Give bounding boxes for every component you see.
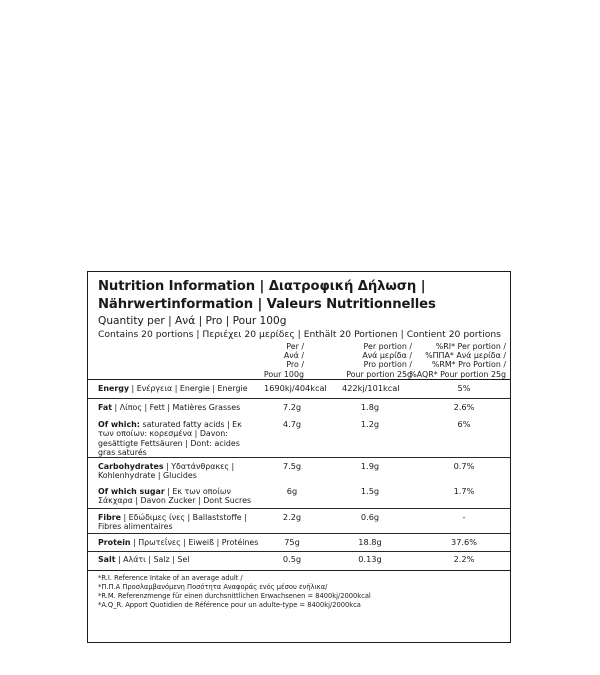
row-label: Fibre | Εδώδιμες ίνες | Ballaststoffe | Fibres alimentaires <box>98 513 247 532</box>
value-ri: 0.7% <box>453 461 475 471</box>
value-per-portion: 1.2g <box>360 419 380 429</box>
row-label: Of which: saturated fatty acids | Εκ των οποίων: κορεσμένα | Davon: gesättigte Fettsäuren | Dont: acides gras saturés <box>98 420 242 458</box>
row-label: Salt | Αλάτι | Salz | Sel <box>98 555 190 564</box>
row-label: Energy | Ενέργεια | Energie | Energie <box>98 384 248 393</box>
title-line-2: Nährwertinformation | Valeurs Nutritionnelles <box>98 297 436 312</box>
value-per-portion: 422kj/101kcal <box>342 383 400 393</box>
value-per-portion: 1.8g <box>360 402 380 412</box>
value-ri: 6% <box>457 419 471 429</box>
nutrition-panel <box>87 271 511 643</box>
row-label: Carbohydrates | Υδατάνθρακες | Kohlenhydrate | Glucides <box>98 462 235 481</box>
value-ri: 5% <box>457 383 471 393</box>
header-divider <box>88 379 510 380</box>
value-per-100g: 0.5g <box>282 554 302 564</box>
row-divider <box>88 533 510 534</box>
value-per-portion: 0.13g <box>358 554 382 564</box>
value-per-100g: 6g <box>286 486 298 496</box>
header-per-portion: Per portion / Ανά μερίδα / Pro portion / Pour portion 25g <box>346 342 412 379</box>
row-label: Of which sugar | Εκ των οποίων Σάκχαρα | Davon Zucker | Dont Sucres <box>98 487 252 506</box>
value-ri: 2.2% <box>453 554 475 564</box>
header-per-100g: Per / Ανά / Pro / Pour 100g <box>263 342 304 379</box>
row-label: Fat | Λίπος | Fett | Matières Grasses <box>98 403 241 412</box>
value-per-portion: 0.6g <box>360 512 380 522</box>
footnote: *R.I. Reference Intake of an average adult / <box>98 574 243 582</box>
value-per-100g: 4.7g <box>282 419 302 429</box>
footnote: *Π.Π.Α Προσλαμβανόμενη Ποσότητα Αναφοράς ενός μέσου ενήλικα/ <box>98 583 328 591</box>
value-per-100g: 7.2g <box>282 402 302 412</box>
row-divider <box>88 508 510 509</box>
contains-line: Contains 20 portions | Περιέχει 20 μερίδες | Enthält 20 Portionen | Contient 20 portions <box>98 329 501 340</box>
value-per-100g: 2.2g <box>282 512 302 522</box>
value-per-portion: 1.5g <box>360 486 380 496</box>
header-ri: %RI* Per portion / %ΠΠΑ* Ανά μερίδα / %RM* Pro Portion / %AQR* Pour portion 25g <box>409 342 506 379</box>
row-divider <box>88 551 510 552</box>
value-per-100g: 7.5g <box>282 461 302 471</box>
value-ri: 2.6% <box>453 402 475 412</box>
value-ri: 1.7% <box>453 486 475 496</box>
value-per-portion: 18.8g <box>358 537 382 547</box>
value-per-portion: 1.9g <box>360 461 380 471</box>
row-divider <box>88 398 510 399</box>
row-label: Protein | Πρωτεΐνες | Eiweiß | Protéines <box>98 538 259 547</box>
footnote: *R.M. Referenzmenge für einen durchsnittlichen Erwachsenen = 8400kj/2000kcal <box>98 592 371 600</box>
value-ri: - <box>462 512 466 522</box>
row-divider <box>88 457 510 458</box>
footnote-divider <box>88 570 510 571</box>
quantity-line: Quantity per | Ανά | Pro | Pour 100g <box>98 315 287 327</box>
value-per-100g: 1690kj/404kcal <box>264 383 327 393</box>
value-ri: 37.6% <box>450 537 477 547</box>
title-line-1: Nutrition Information | Διατροφική Δήλωση | <box>98 279 426 294</box>
footnote: *A.Q_R. Apport Quotidien de Référence pour un adulte-type = 8400kj/2000kca <box>98 601 361 609</box>
value-per-100g: 75g <box>284 537 300 547</box>
